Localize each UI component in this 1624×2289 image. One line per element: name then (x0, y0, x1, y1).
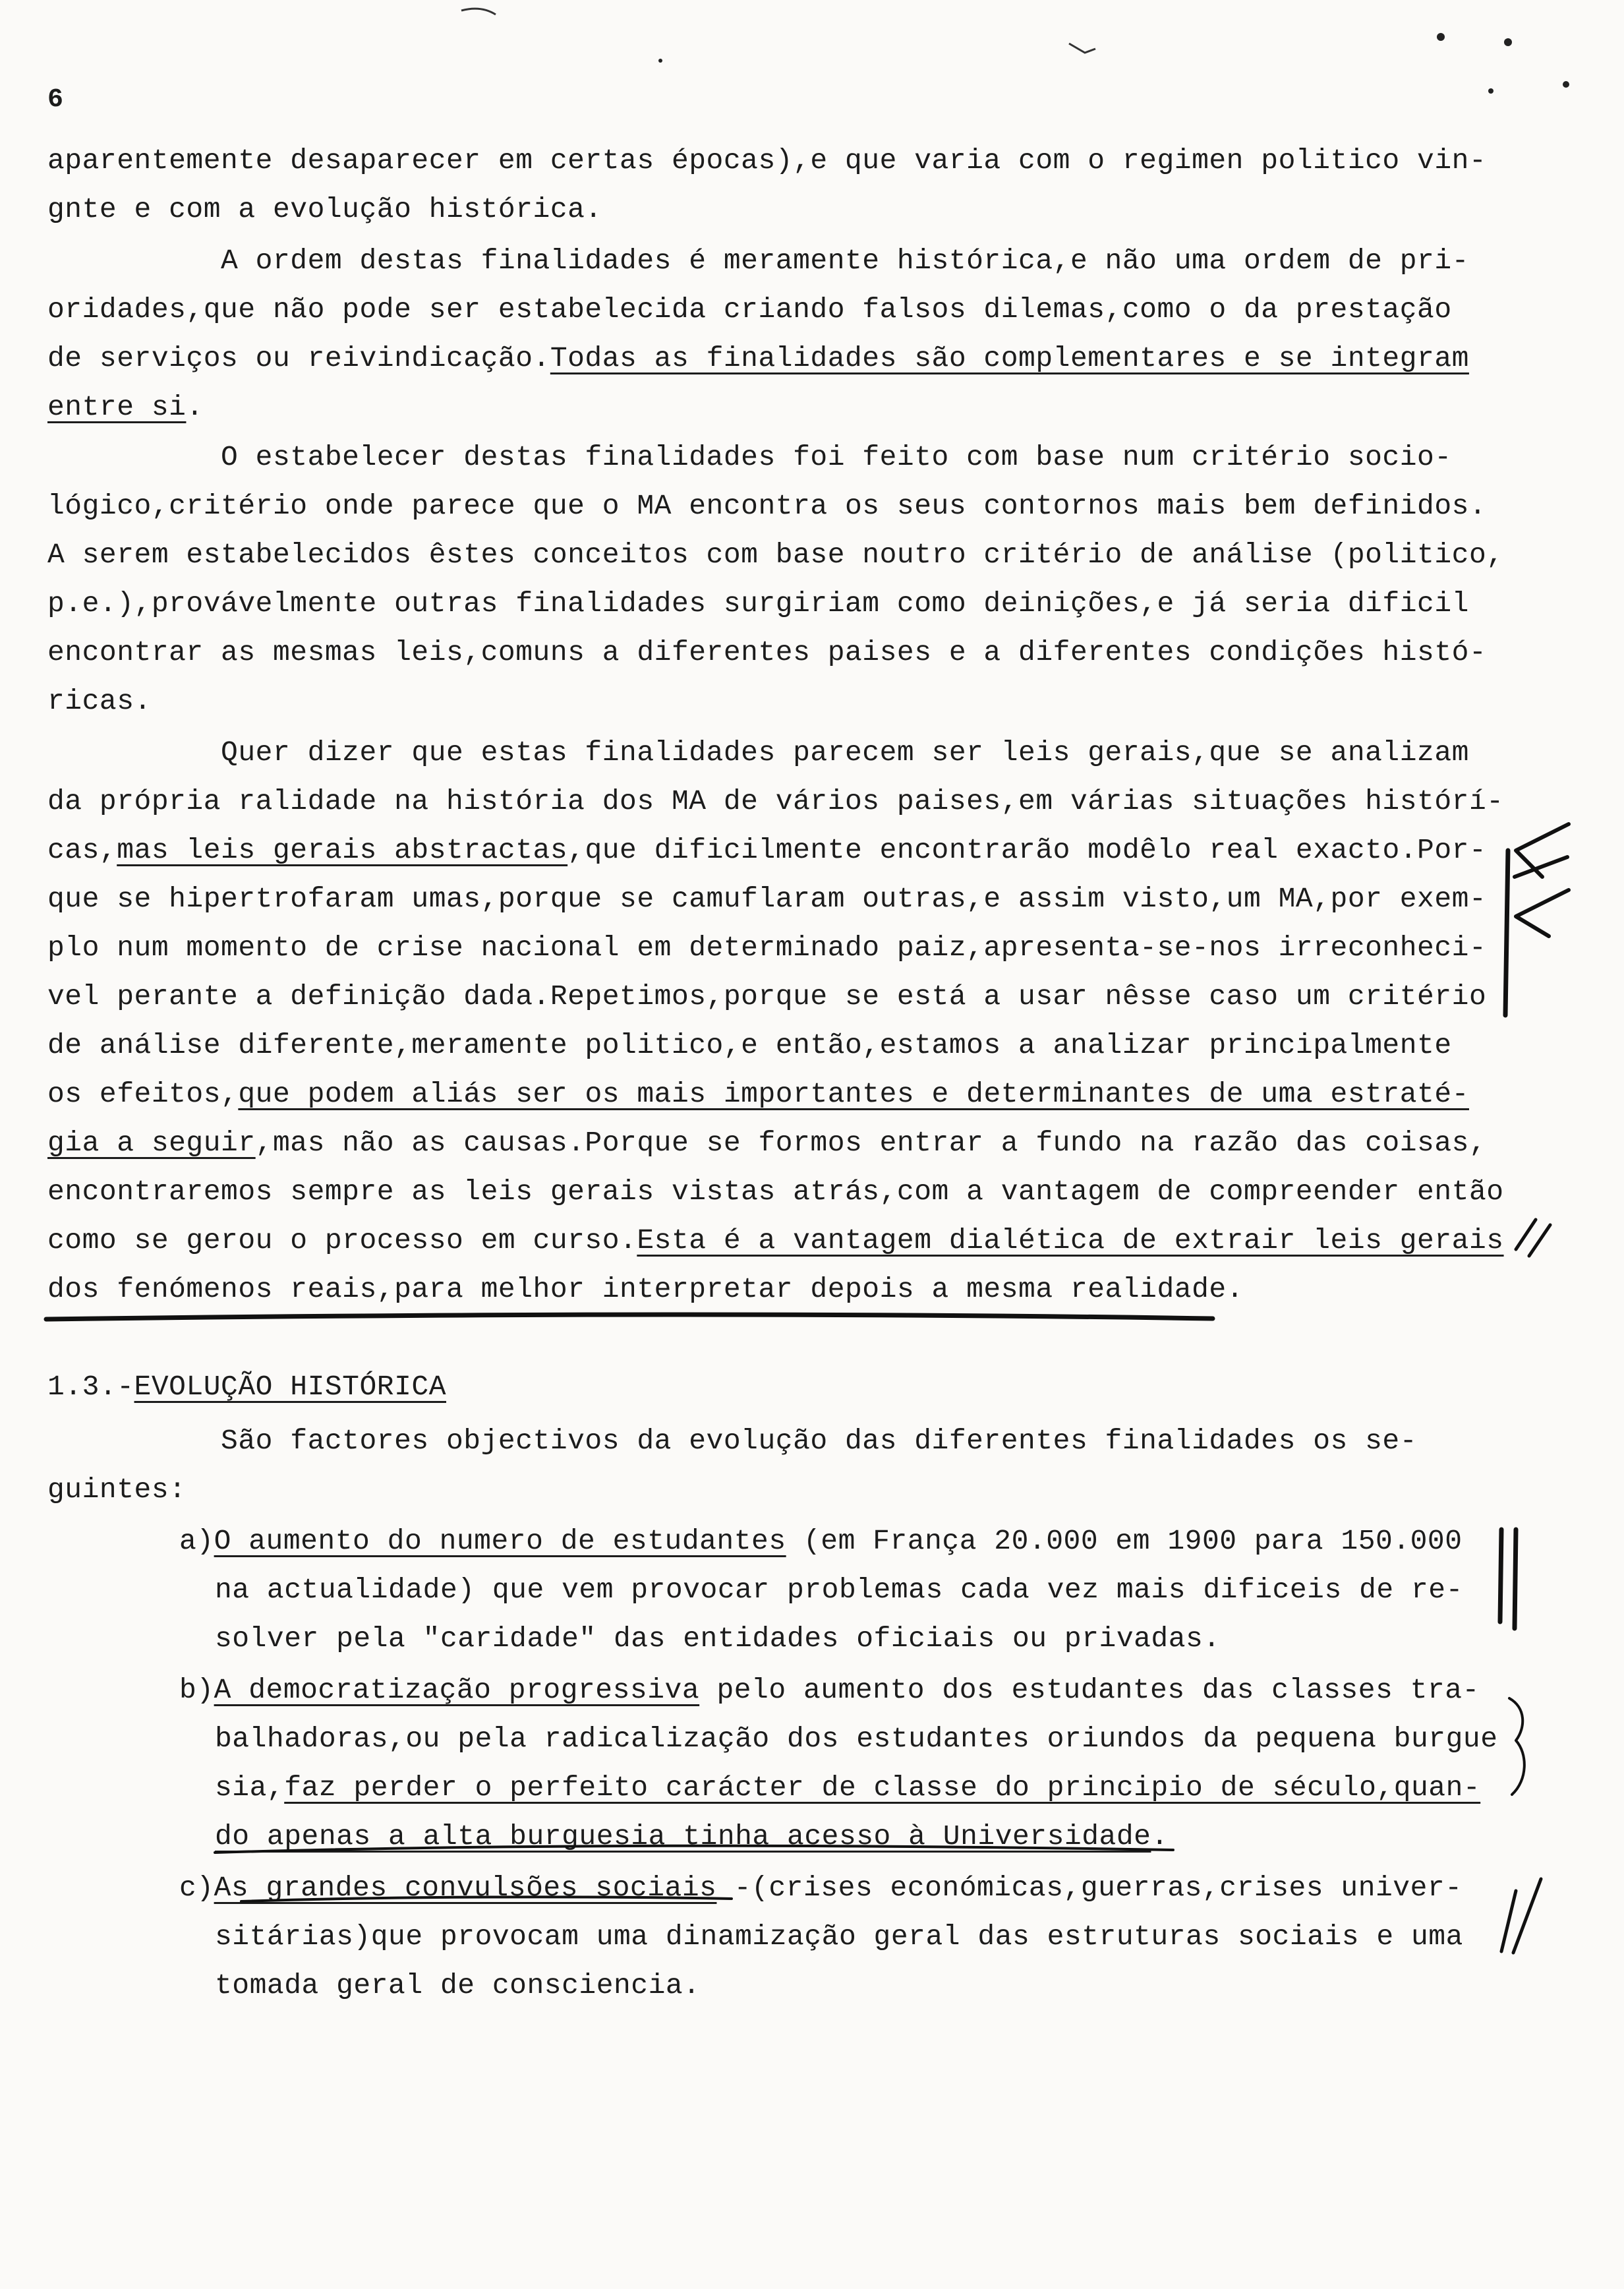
text-line: sia,faz perder o perfeito carácter de classe do principio de século,quan- (215, 1771, 1481, 1804)
text-line: guintes: (47, 1473, 187, 1506)
section-heading-title: EVOLUÇÃO HISTÓRICA (134, 1371, 447, 1403)
underlined-phrase: Esta é a vantagem dialética de extrair leis gerais (637, 1224, 1504, 1257)
text-line: gnte e com a evolução histórica. (47, 193, 602, 225)
text-line: do apenas a alta burguesia tinha acesso à Universidade. (215, 1820, 1169, 1853)
underlined-phrase: gia a seguir (47, 1127, 256, 1159)
text-line: encontrar as mesmas leis,comuns a diferentes paises e a diferentes condições histó- (47, 636, 1487, 669)
text-line: gia a seguir,mas não as causas.Porque se formos entrar a fundo na razão das coisas, (47, 1127, 1487, 1159)
text-line: p.e.),provávelmente outras finalidades surgiriam como deinições,e já seria dificil (47, 587, 1469, 620)
text-line: A serem estabelecidos êstes conceitos com base noutro critério de análise (politico, (47, 539, 1504, 571)
text-line: solver pela "caridade" das entidades oficiais ou privadas. (215, 1622, 1221, 1655)
text-line: de análise diferente,meramente politico,e então,estamos a analizar principalmente (47, 1029, 1452, 1061)
scan-speck (658, 59, 662, 63)
text-line: O estabelecer destas finalidades foi feito com base num critério socio- (47, 441, 1452, 473)
list-item-c: c)As grandes convulsões sociais -(crises económicas,guerras,crises univer- (179, 1872, 1463, 1904)
text-line: oridades,que não pode ser estabelecida criando falsos dilemas,como o da prestação (47, 293, 1452, 326)
text-line: A ordem destas finalidades é meramente histórica,e não uma ordem de pri- (47, 245, 1469, 277)
text-line: lógico,critério onde parece que o MA encontra os seus contornos mais bem definidos. (47, 490, 1487, 522)
margin-slash-mark (1501, 1879, 1541, 1953)
margin-brace-mark (1509, 1698, 1524, 1795)
margin-bracket-mark (1505, 850, 1508, 1015)
underlined-phrase: faz perder o perfeito carácter de classe do principio de século,quan- (284, 1771, 1481, 1804)
underlined-phrase: As grandes convulsões sociais (214, 1872, 717, 1904)
scan-mark (461, 9, 496, 15)
scan-speck (1563, 81, 1569, 88)
margin-double-line-mark (1500, 1530, 1516, 1628)
text-line: São factores objectivos da evolução das diferentes finalidades os se- (47, 1425, 1418, 1457)
pen-underline-mark (46, 1315, 1213, 1319)
underlined-phrase: Todas as finalidades são complementares e se integram (550, 342, 1469, 374)
text-line: balhadoras,ou pela radicalização dos estudantes oriundos da pequena burgue (215, 1723, 1498, 1755)
text-line: como se gerou o processo em curso.Esta é a vantagem dialética de extrair leis gerais (47, 1224, 1504, 1257)
section-heading: 1.3.-EVOLUÇÃO HISTÓRICA (47, 1371, 447, 1403)
text-line: os efeitos,que podem aliás ser os mais importantes e determinantes de uma estraté- (47, 1078, 1469, 1110)
scan-mark (1069, 44, 1095, 53)
list-item-a: a)O aumento do numero de estudantes (em França 20.000 em 1900 para 150.000 (179, 1525, 1463, 1557)
scan-speck (1504, 38, 1512, 46)
text-line: aparentemente desaparecer em certas épocas),e que varia com o regimen politico vin- (47, 144, 1487, 177)
list-item-b: b)A democratização progressiva pelo aumento dos estudantes das classes tra- (179, 1674, 1480, 1706)
page-number: 6 (47, 85, 64, 115)
underlined-phrase: entre si (47, 391, 187, 423)
text-line: entre si. (47, 391, 204, 423)
text-line: na actualidade) que vem provocar problemas cada vez mais dificeis de re- (215, 1574, 1463, 1606)
scan-speck (1488, 88, 1494, 94)
underlined-phrase: que podem aliás ser os mais importantes e determinantes de uma estraté- (238, 1078, 1469, 1110)
pen-underline-mark (241, 1897, 732, 1901)
text-line: que se hipertrofaram umas,porque se camuflaram outras,e assim visto,um MA,por exem- (47, 883, 1487, 915)
scan-speck (1437, 33, 1445, 41)
text-line: tomada geral de consciencia. (215, 1969, 701, 2002)
text-line: dos fenómenos reais,para melhor interpretar depois a mesma realidade. (47, 1273, 1244, 1305)
text-line: encontraremos sempre as leis gerais vistas atrás,com a vantagem de compreender então (47, 1175, 1504, 1208)
margin-arrow-mark (1516, 890, 1569, 936)
margin-arrow-mark (1515, 824, 1569, 877)
text-line: ricas. (47, 685, 152, 717)
underlined-phrase: do apenas a alta burguesia tinha acesso à Universidade (215, 1820, 1151, 1853)
underlined-phrase: O aumento do numero de estudantes (214, 1525, 786, 1557)
text-line: plo num momento de crise nacional em determinado paiz,apresenta-se-nos irreconheci- (47, 932, 1487, 964)
underlined-phrase: A democratização progressiva (214, 1674, 700, 1706)
margin-slash-mark (1516, 1220, 1550, 1256)
text-line: sitárias)que provocam uma dinamização geral das estruturas sociais e uma (215, 1920, 1463, 1953)
underlined-phrase: mas leis gerais abstractas (117, 834, 568, 866)
text-line: vel perante a definição dada.Repetimos,porque se está a usar nêsse caso um critério (47, 980, 1487, 1013)
text-line: cas,mas leis gerais abstractas,que dificilmente encontrarão modêlo real exacto.Por- (47, 834, 1487, 866)
text-line: da própria ralidade na história dos MA de vários paises,em várias situações histórí- (47, 785, 1504, 818)
pen-underline-mark (215, 1846, 1173, 1853)
text-line: Quer dizer que estas finalidades parecem ser leis gerais,que se analizam (47, 736, 1469, 769)
text-line: de serviços ou reivindicação.Todas as finalidades são complementares e se integram (47, 342, 1469, 374)
